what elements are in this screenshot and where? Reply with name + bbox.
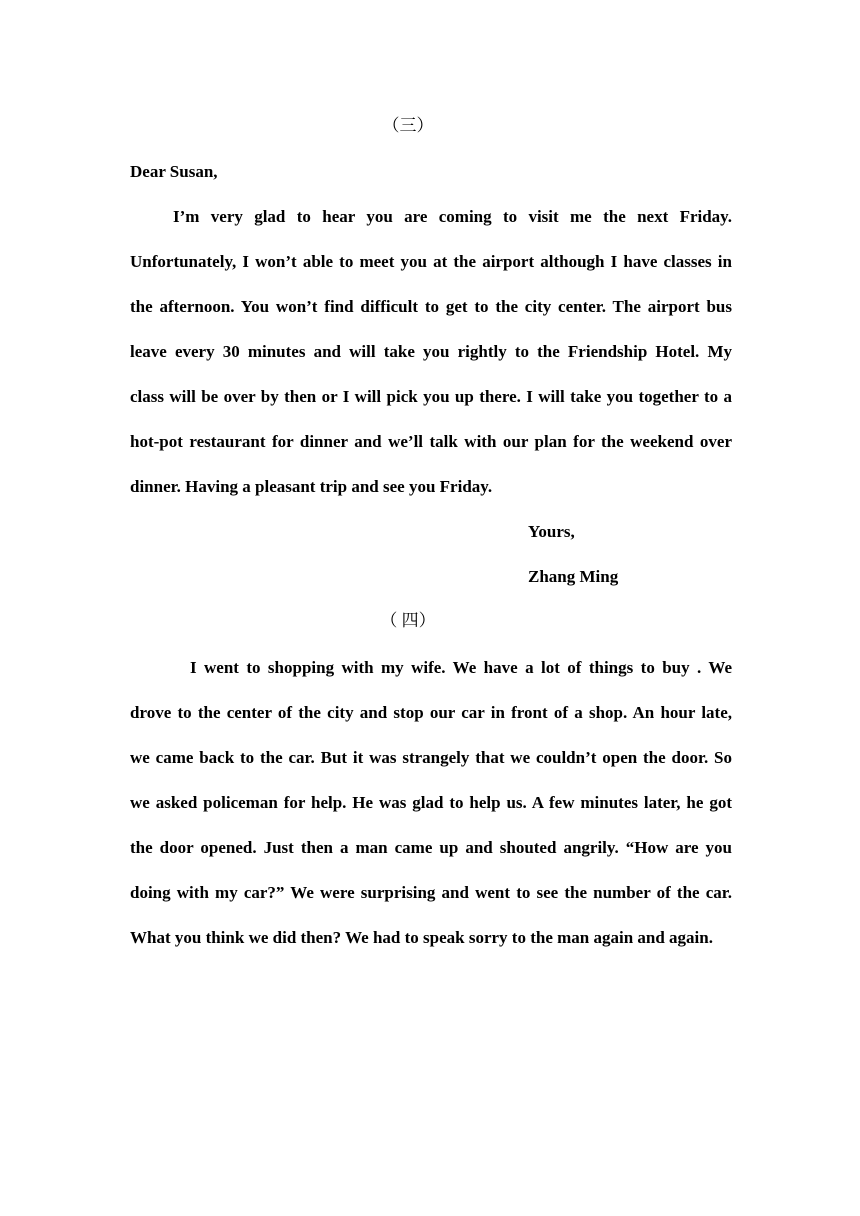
section-4-title: （ 四） [380,611,436,630]
story-line: we asked policeman for help. He was glad to help us. A few minutes later, he got [130,793,732,812]
story-line: we came back to the car. But it was strangely that we couldn’t open the door. So [130,748,732,767]
story-line: doing with my car?” We were surprising and went to see the number of the car. [130,883,732,902]
story-line: drove to the center of the city and stop our car in front of a shop. An hour late, [130,703,732,722]
letter-line: Unfortunately, I won’t able to meet you at the airport although I have classes in [130,252,732,271]
letter-line: leave every 30 minutes and will take you rightly to the Friendship Hotel. My [130,342,732,361]
letter-closing: Yours, [528,522,575,541]
letter-signature: Zhang Ming [528,567,619,586]
letter-salutation: Dear Susan, [130,162,218,181]
section-3-title: （三） [382,116,434,135]
letter-line: I’m very glad to hear you are coming to visit me the next Friday. [173,207,732,226]
story-line: the door opened. Just then a man came up and shouted angrily. “How are you [130,838,732,857]
letter-line: hot-pot restaurant for dinner and we’ll talk with our plan for the weekend over [130,432,732,451]
letter-line: the afternoon. You won’t find difficult to get to the city center. The airport bus [130,297,732,316]
story-line: What you think we did then? We had to speak sorry to the man again and again. [130,928,713,947]
story-line: I went to shopping with my wife. We have a lot of things to buy . We [190,658,732,677]
letter-line: dinner. Having a pleasant trip and see you Friday. [130,477,493,496]
letter-line: class will be over by then or I will pick you up there. I will take you together to a [130,387,732,406]
